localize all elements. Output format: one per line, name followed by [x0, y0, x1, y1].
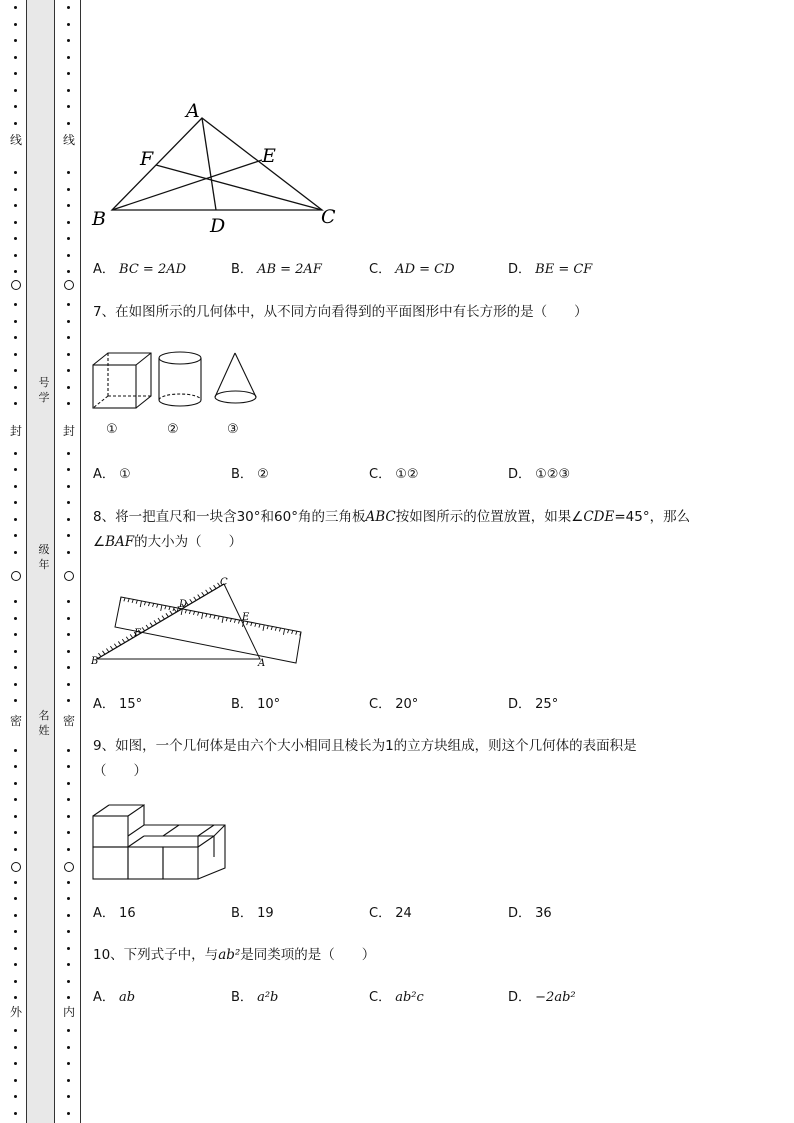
margin-dot — [14, 39, 17, 42]
cube-front-face — [93, 365, 136, 408]
set-square-tick — [110, 646, 113, 650]
margin-dot — [67, 551, 70, 554]
set-square-tick — [190, 599, 193, 603]
margin-dot — [67, 534, 70, 537]
margin-dot — [14, 518, 17, 521]
margin-dot — [14, 683, 17, 686]
q8-ruler-triangle-figure — [88, 572, 308, 672]
margin-dot — [14, 270, 17, 273]
margin-dot — [14, 617, 17, 620]
margin-dot — [67, 72, 70, 75]
set-square-tick — [214, 585, 217, 589]
margin-dot — [67, 369, 70, 372]
margin-dot — [14, 188, 17, 191]
q6-option-c[interactable]: C． AD = CD — [369, 262, 455, 277]
margin-dot — [67, 897, 70, 900]
cone-base — [215, 391, 256, 403]
margin-dot — [14, 23, 17, 26]
q7-label-3: ③ — [227, 422, 239, 437]
margin-dot — [14, 122, 17, 125]
margin-dot — [14, 336, 17, 339]
margin-dot — [14, 254, 17, 257]
margin-circle — [64, 571, 74, 581]
cylinder-top — [159, 352, 201, 364]
margin-dot — [14, 996, 17, 999]
margin-dot — [14, 1029, 17, 1032]
margin-dot — [14, 303, 17, 306]
margin-dot — [67, 996, 70, 999]
q10-option-c[interactable]: C． ab²c — [369, 990, 424, 1005]
margin-dot — [67, 39, 70, 42]
margin-dot — [67, 848, 70, 851]
q7-label-2: ② — [167, 422, 179, 437]
margin-dot — [67, 1095, 70, 1098]
margin-dot — [67, 963, 70, 966]
q7-stem: 7、在如图所示的几何体中，从不同方向看得到的平面图形中有长方形的是（ ） — [93, 304, 588, 320]
margin-dot — [67, 171, 70, 174]
label-f: F — [134, 628, 141, 639]
set-square-tick — [106, 648, 109, 652]
margin-dot — [67, 947, 70, 950]
q6-option-b[interactable]: B． AB = 2AF — [231, 262, 322, 277]
set-square-tick — [126, 637, 129, 641]
margin-dot — [14, 848, 17, 851]
margin-dot — [67, 353, 70, 356]
segment-be — [112, 160, 262, 210]
margin-dot — [14, 798, 17, 801]
set-square-tick — [122, 639, 125, 643]
margin-dot — [14, 881, 17, 884]
q6-option-a[interactable]: A． BC = 2AD — [93, 262, 187, 277]
label-a: A — [258, 658, 266, 669]
margin-circle — [64, 862, 74, 872]
q9-stem-line2: （ ） — [93, 763, 147, 779]
margin-dot — [67, 188, 70, 191]
margin-char-outer: 外 — [9, 1005, 22, 1019]
inner-dot-column — [62, 0, 76, 1123]
margin-dot — [14, 650, 17, 653]
set-square-tick — [118, 641, 121, 645]
field-label-name: 名 姓 — [38, 709, 50, 737]
set-square-tick — [194, 597, 197, 601]
set-square-tick — [202, 592, 205, 596]
label-e: E — [262, 145, 276, 167]
margin-dot — [14, 534, 17, 537]
margin-char-inner: 内 — [62, 1005, 75, 1019]
margin-char-seal: 封 — [62, 424, 75, 438]
margin-dot — [14, 1079, 17, 1082]
field-label-student-id: 号 学 — [38, 376, 50, 404]
q9-cubes-figure — [88, 800, 238, 885]
binding-margin-line — [80, 0, 81, 1123]
margin-dot — [14, 386, 17, 389]
margin-dot — [67, 237, 70, 240]
margin-char-line: 线 — [62, 133, 75, 147]
margin-dot — [67, 765, 70, 768]
label-f: F — [140, 148, 154, 170]
margin-dot — [14, 452, 17, 455]
set-square-tick — [130, 634, 133, 638]
margin-dot — [67, 782, 70, 785]
margin-dot — [14, 1046, 17, 1049]
margin-dot — [14, 171, 17, 174]
margin-dot — [14, 6, 17, 9]
margin-dot — [67, 683, 70, 686]
margin-dot — [14, 485, 17, 488]
segment-ad — [202, 118, 216, 210]
margin-dot — [67, 881, 70, 884]
margin-dot — [67, 699, 70, 702]
margin-dot — [67, 980, 70, 983]
margin-dot — [67, 650, 70, 653]
q10-option-b[interactable]: B． a²b — [231, 990, 279, 1005]
margin-dot — [14, 353, 17, 356]
margin-dot — [14, 897, 17, 900]
q7-option-b[interactable]: B． ② — [231, 467, 269, 482]
margin-dot — [14, 749, 17, 752]
margin-dot — [67, 633, 70, 636]
q8-option-d[interactable]: D． 25° — [508, 697, 559, 712]
margin-dot — [67, 336, 70, 339]
ruler — [115, 597, 301, 663]
margin-dot — [67, 204, 70, 207]
q8-stem-line2: ∠BAF的大小为（ ） — [93, 534, 243, 550]
margin-dot — [67, 221, 70, 224]
margin-dot — [14, 369, 17, 372]
q6-triangle-figure — [88, 98, 348, 240]
margin-dot — [67, 1062, 70, 1065]
margin-dot — [67, 749, 70, 752]
margin-circle — [11, 571, 21, 581]
margin-dot — [14, 551, 17, 554]
margin-dot — [14, 89, 17, 92]
margin-dot — [67, 815, 70, 818]
q7-option-d[interactable]: D． ①②③ — [508, 467, 571, 482]
margin-dot — [67, 122, 70, 125]
margin-dot — [67, 501, 70, 504]
margin-dot — [14, 765, 17, 768]
margin-dot — [14, 930, 17, 933]
margin-dot — [67, 468, 70, 471]
margin-dot — [67, 831, 70, 834]
margin-dot — [67, 303, 70, 306]
q9-option-b[interactable]: B． 19 — [231, 906, 274, 921]
margin-dot — [67, 320, 70, 323]
margin-dot — [67, 666, 70, 669]
label-b: B — [91, 656, 99, 667]
margin-dot — [14, 831, 17, 834]
margin-dot — [67, 270, 70, 273]
q9-stem-line1: 9、如图，一个几何体是由六个大小相同且棱长为1的立方块组成，则这个几何体的表面积是 — [93, 738, 637, 754]
q10-stem: 10、下列式子中，与ab²是同类项的是（ ） — [93, 947, 376, 963]
margin-dot — [67, 798, 70, 801]
margin-dot — [14, 501, 17, 504]
margin-circle — [11, 862, 21, 872]
q8-stem-line1: 8、将一把直尺和一块含30°和60°角的三角板ABC按如图所示的位置放置，如果∠CDE=45°，那么 — [93, 509, 691, 525]
q10-option-d[interactable]: D． −2ab² — [508, 990, 576, 1005]
margin-dot — [14, 980, 17, 983]
margin-dot — [67, 485, 70, 488]
margin-dot — [67, 23, 70, 26]
label-c: C — [220, 577, 228, 588]
margin-dot — [14, 1095, 17, 1098]
q7-option-a[interactable]: A． ① — [93, 467, 131, 482]
margin-dot — [67, 930, 70, 933]
margin-dot — [14, 633, 17, 636]
margin-char-seal: 封 — [9, 424, 22, 438]
margin-dot — [14, 914, 17, 917]
set-square-tick — [206, 590, 209, 594]
margin-dot — [14, 56, 17, 59]
margin-char-line: 线 — [9, 133, 22, 147]
set-square-tick — [210, 588, 213, 592]
margin-dot — [67, 402, 70, 405]
margin-circle — [11, 280, 21, 290]
margin-circle — [64, 280, 74, 290]
margin-char-secret: 密 — [62, 714, 75, 728]
set-square-tick — [98, 653, 101, 657]
q9-option-d[interactable]: D． 36 — [508, 906, 552, 921]
margin-dot — [67, 105, 70, 108]
margin-dot — [14, 320, 17, 323]
margin-dot — [14, 468, 17, 471]
margin-dot — [14, 402, 17, 405]
label-d: D — [210, 215, 226, 237]
margin-dot — [14, 666, 17, 669]
q9-option-c[interactable]: C． 24 — [369, 906, 412, 921]
q7-label-1: ① — [106, 422, 118, 437]
margin-dot — [14, 1062, 17, 1065]
q8-option-b[interactable]: B． 10° — [231, 697, 281, 712]
margin-dot — [14, 72, 17, 75]
margin-dot — [14, 1112, 17, 1115]
set-square-tick — [102, 651, 105, 655]
margin-dot — [67, 452, 70, 455]
set-square-tick — [198, 595, 201, 599]
margin-dot — [67, 617, 70, 620]
margin-dot — [67, 386, 70, 389]
q7-option-c[interactable]: C． ①② — [369, 467, 419, 482]
margin-dot — [14, 600, 17, 603]
label-d: D — [179, 599, 188, 610]
margin-dot — [67, 254, 70, 257]
margin-dot — [67, 6, 70, 9]
set-square-tick — [114, 644, 117, 648]
margin-dot — [14, 221, 17, 224]
margin-dot — [14, 815, 17, 818]
q6-option-d[interactable]: D． BE = CF — [508, 262, 593, 277]
margin-dot — [14, 782, 17, 785]
margin-dot — [14, 699, 17, 702]
margin-char-secret: 密 — [9, 714, 22, 728]
q8-option-a[interactable]: A． 15° — [93, 697, 143, 712]
margin-dot — [67, 518, 70, 521]
margin-dot — [14, 963, 17, 966]
margin-dot — [67, 600, 70, 603]
margin-dot — [67, 56, 70, 59]
margin-dot — [67, 1079, 70, 1082]
margin-dot — [14, 105, 17, 108]
margin-dot — [67, 1112, 70, 1115]
label-e: E — [242, 612, 250, 623]
margin-dot — [14, 947, 17, 950]
label-a: A — [186, 100, 200, 122]
margin-dot — [67, 914, 70, 917]
q9-option-a[interactable]: A． 16 — [93, 906, 136, 921]
q8-option-c[interactable]: C． 20° — [369, 697, 419, 712]
margin-dot — [14, 237, 17, 240]
label-c: C — [321, 206, 336, 228]
field-label-grade: 级 年 — [38, 543, 50, 571]
margin-dot — [14, 204, 17, 207]
q10-option-a[interactable]: A． ab — [93, 990, 136, 1005]
outer-dot-column — [9, 0, 23, 1123]
margin-dot — [67, 89, 70, 92]
margin-dot — [67, 1029, 70, 1032]
margin-dot — [67, 1046, 70, 1049]
label-b: B — [92, 208, 106, 230]
